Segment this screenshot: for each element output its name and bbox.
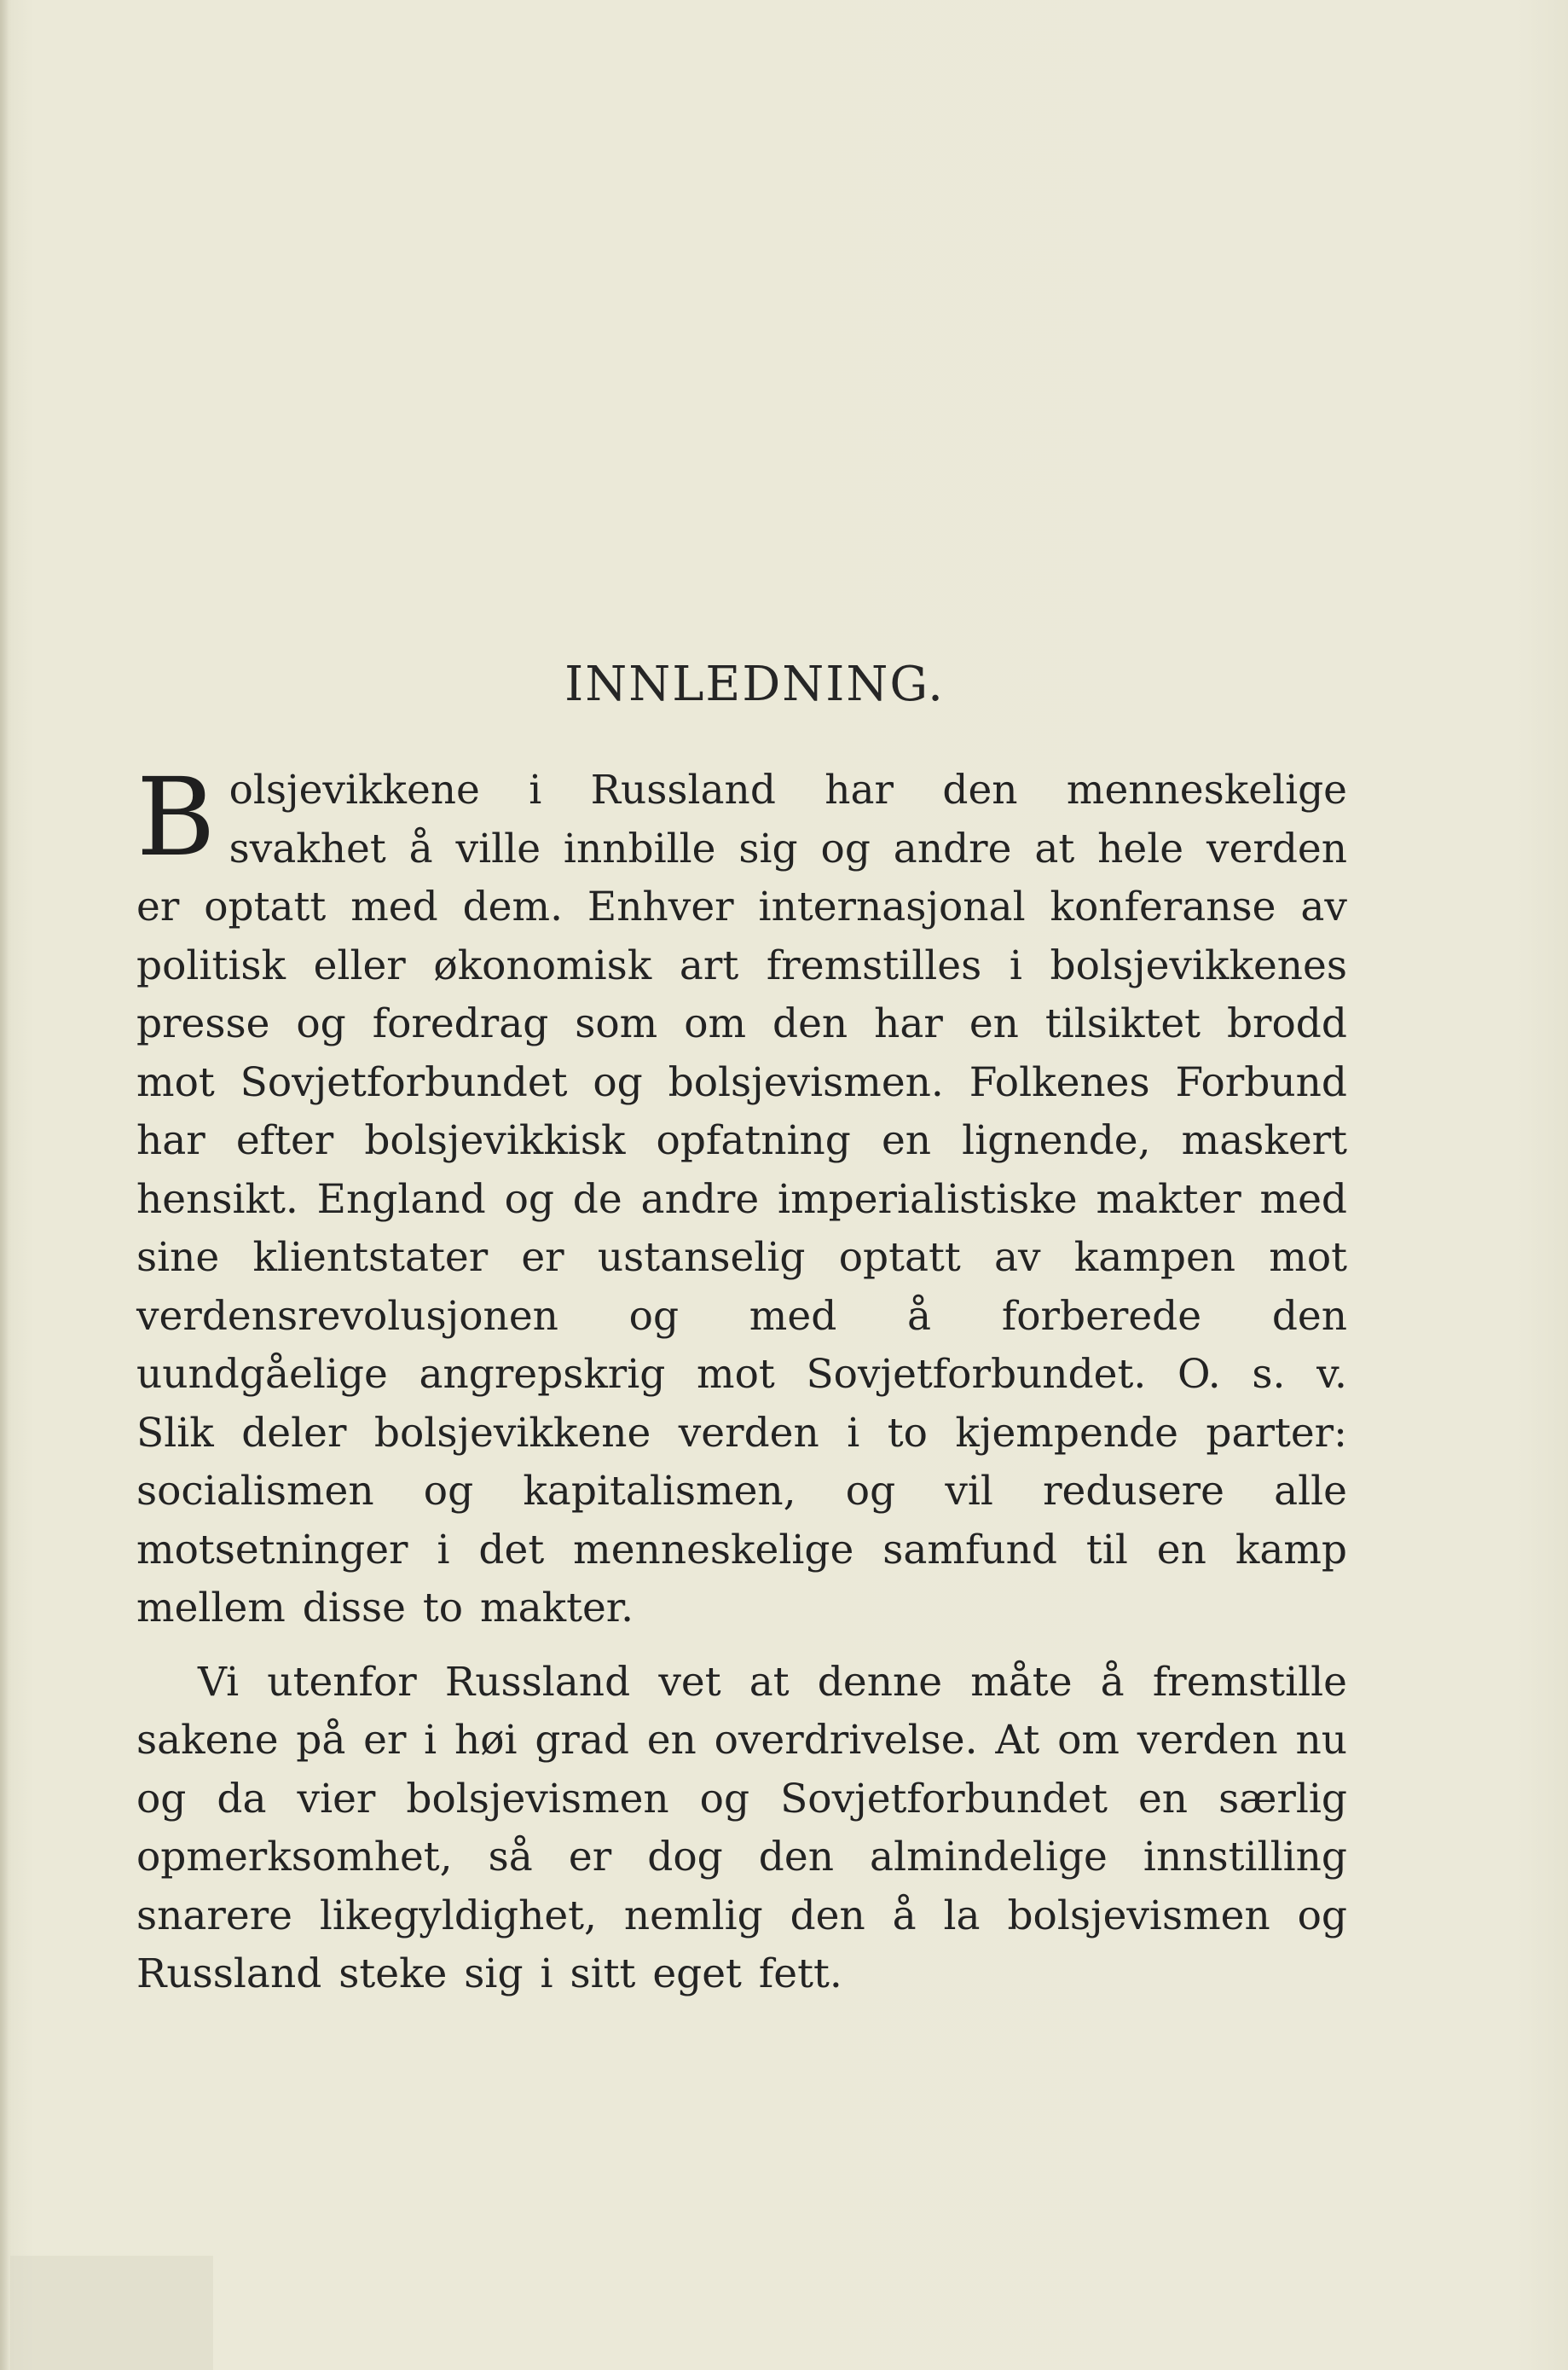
paragraph-1 <box>136 755 1347 1638</box>
paragraph-2: Vi utenfor Russland vet at denne måte å fremstille sakene på er i høi grad en overdrivelse. At om verden nu og da vier bolsjevismen og Sovjetforbundet en særlig opmerksomhet, så er dog den almindelige innstilling snarere likegyldighet, nemlig den å la bolsjevismen og Russland steke sig i sitt eget fett. <box>136 1658 1347 1997</box>
gutter-shadow <box>0 0 9 2370</box>
drop-cap: B <box>136 755 216 880</box>
chapter-body <box>136 657 1347 2004</box>
page-corner-mark <box>10 2256 213 2370</box>
paragraph-1-text: olsjevikkene i Russland har den menneskelige svakhet å ville innbille sig og andre at hele verden er optatt med dem. Enhver internasjonal konferanse av politisk eller økonomisk art fremstilles i bolsjevikkenes presse og foredrag som om den har en tilsiktet brodd mot Sovjetforbundet og bolsjevismen. Folkenes Forbund har efter bolsjevikkisk opfatning en lignende, maskert hensikt. England og de andre imperialistiske makter med sine klientstater er ustanselig optatt av kampen mot verdensrevolusjonen og med å forberede den uundgåelige angrepskrig mot Sovjetforbundet. O. s. v. Slik deler bolsjevikkene verden i to kjempende parter: socialismen og kapitalismen, og vil redusere alle motsetninger i det menneskelige samfund til en kamp mellem disse to makter. <box>136 767 1347 1631</box>
chapter-title: INNLEDNING. <box>564 657 945 712</box>
